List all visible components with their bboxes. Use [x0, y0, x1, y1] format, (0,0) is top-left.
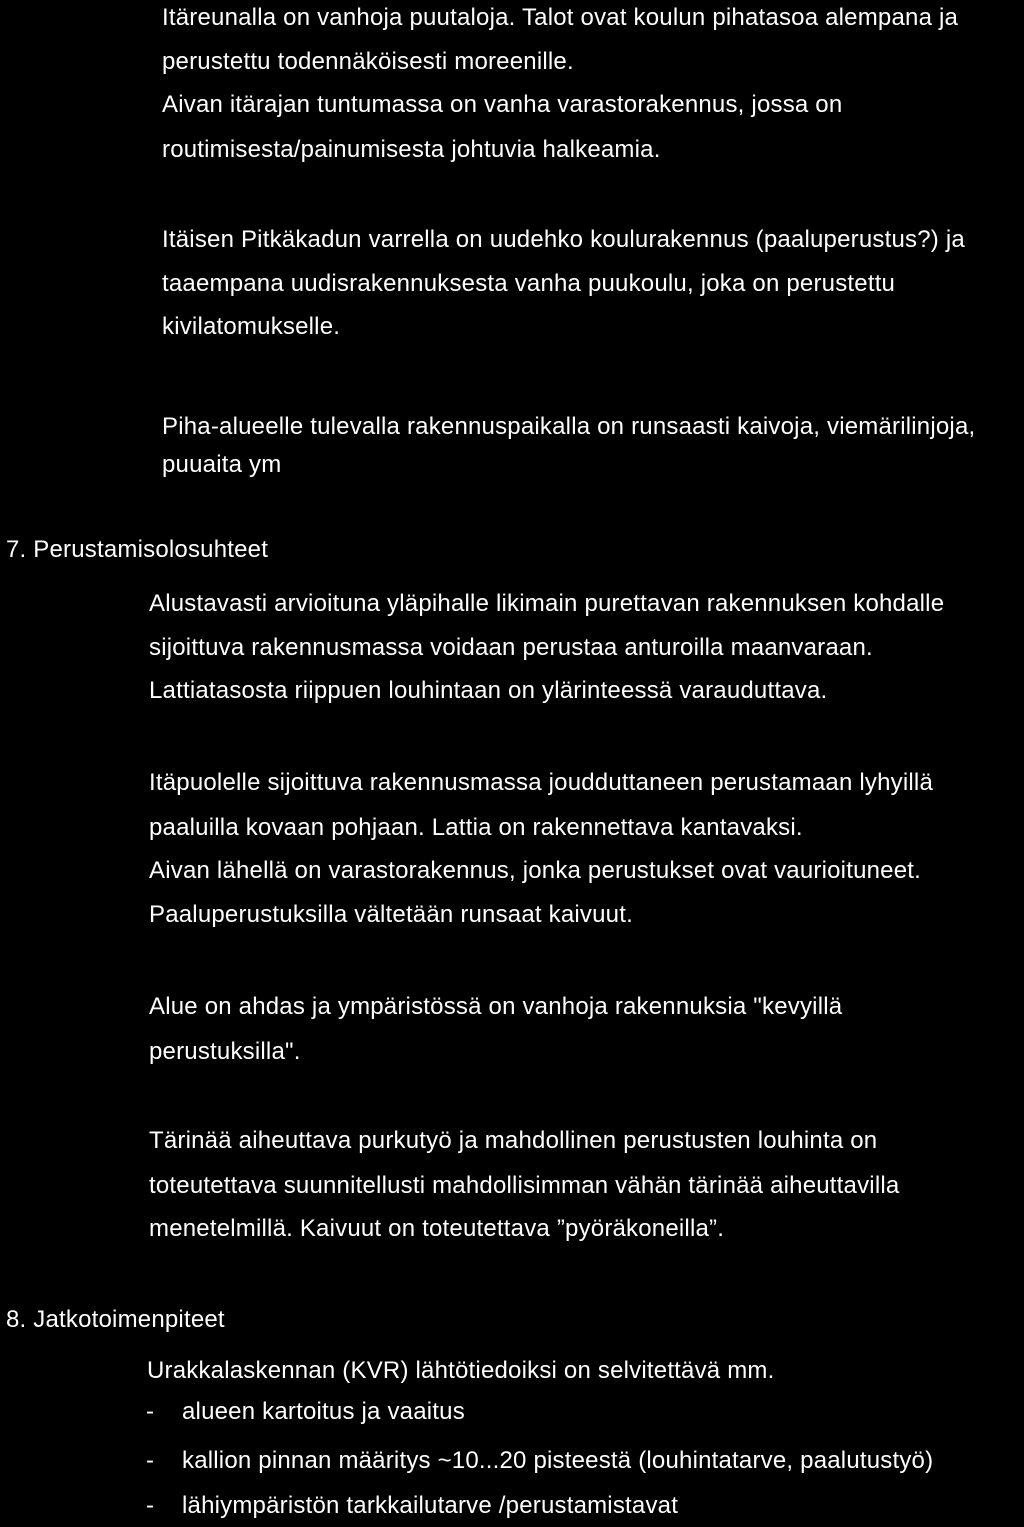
- section-7-p1-line-3: Lattiatasosta riippuen louhintaan on ylärinteessä varauduttava.: [149, 677, 828, 704]
- section-7-p4-line-2: toteutettava suunnitellusti mahdollisimman vähän tärinää aiheuttavilla: [149, 1172, 900, 1199]
- intro-p1-line-2: perustettu todennäköisesti moreenille.: [162, 48, 574, 75]
- section-7-p2-line-3: Aivan lähellä on varastorakennus, jonka perustukset ovat vaurioituneet.: [149, 857, 921, 884]
- intro-p1-line-1: Itäreunalla on vanhoja puutaloja. Talot ovat koulun pihatasoa alempana ja: [162, 4, 959, 31]
- list-item-text: lähiympäristön tarkkailutarve /perustamistavat: [182, 1492, 679, 1519]
- section-7-p4-line-1: Tärinää aiheuttava purkutyö ja mahdollinen perustusten louhinta on: [149, 1127, 878, 1154]
- bullet-dash: -: [146, 1398, 155, 1425]
- section-7-p2-line-2: paaluilla kovaan pohjaan. Lattia on rakennettava kantavaksi.: [149, 814, 803, 841]
- section-7-p2-line-1: Itäpuolelle sijoittuva rakennusmassa joudduttaneen perustamaan lyhyillä: [149, 769, 934, 796]
- intro-p4-line-2: puuaita ym: [162, 451, 282, 478]
- intro-p3-line-2: taaempana uudisrakennuksesta vanha puukoulu, joka on perustettu: [162, 270, 896, 297]
- section-7-p3-line-1: Alue on ahdas ja ympäristössä on vanhoja rakennuksia "kevyillä: [149, 993, 843, 1020]
- bullet-dash: -: [146, 1447, 155, 1474]
- section-7-p3-line-2: perustuksilla".: [149, 1038, 301, 1065]
- section-8-intro: Urakkalaskennan (KVR) lähtötiedoiksi on selvitettävä mm.: [147, 1357, 775, 1384]
- section-7-heading: 7. Perustamisolosuhteet: [6, 536, 269, 563]
- intro-p2-line-2: routimisesta/painumisesta johtuvia halkeamia.: [162, 136, 661, 163]
- bullet-dash: -: [146, 1492, 155, 1519]
- section-7-p2-line-4: Paaluperustuksilla vältetään runsaat kaivuut.: [149, 901, 633, 928]
- list-item-text: alueen kartoitus ja vaaitus: [182, 1398, 465, 1425]
- intro-p3-line-3: kivilatomukselle.: [162, 313, 341, 340]
- intro-p4-line-1: Piha-alueelle tulevalla rakennuspaikalla on runsaasti kaivoja, viemärilinjoja,: [162, 413, 976, 440]
- intro-p3-line-1: Itäisen Pitkäkadun varrella on uudehko koulurakennus (paaluperustus?) ja: [162, 226, 965, 253]
- section-7-p4-line-3: menetelmillä. Kaivuut on toteutettava ”pyöräkoneilla”.: [149, 1215, 725, 1242]
- section-7-p1-line-1: Alustavasti arvioituna yläpihalle likimain purettavan rakennuksen kohdalle: [149, 590, 945, 617]
- section-7-p1-line-2: sijoittuva rakennusmassa voidaan perustaa anturoilla maanvaraan.: [149, 634, 873, 661]
- section-8-heading: 8. Jatkotoimenpiteet: [6, 1306, 225, 1333]
- intro-p2-line-1: Aivan itärajan tuntumassa on vanha varastorakennus, jossa on: [162, 91, 843, 118]
- list-item-text: kallion pinnan määritys ~10...20 pisteestä (louhintatarve, paalutustyö): [182, 1447, 934, 1474]
